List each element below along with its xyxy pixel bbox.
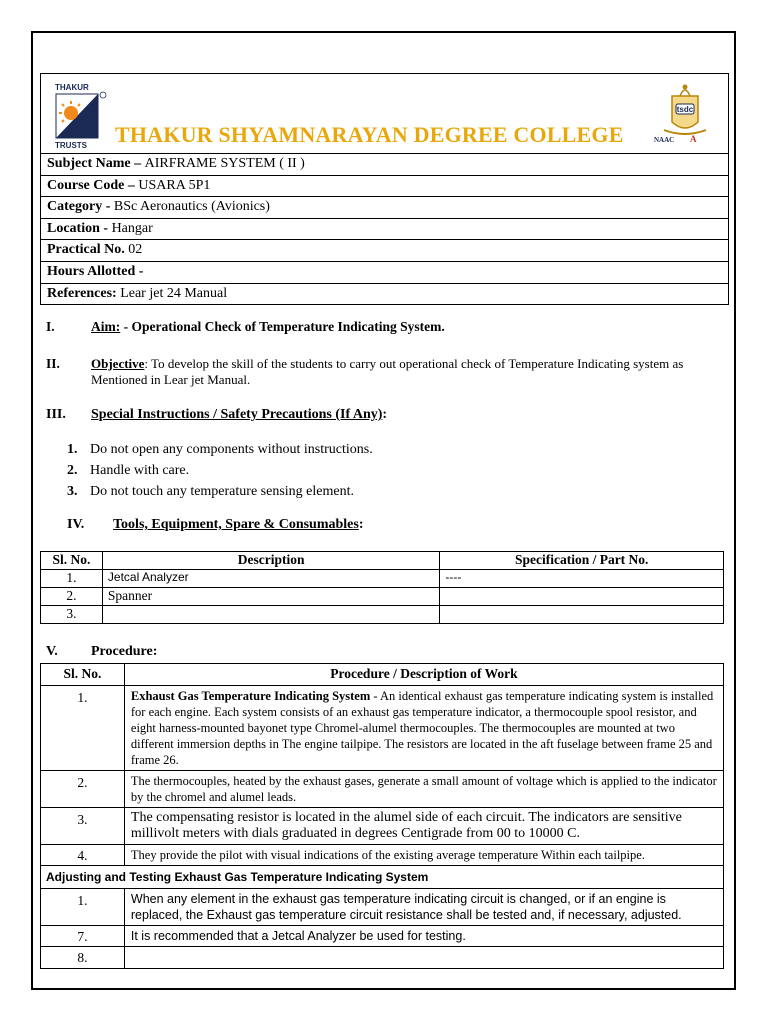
tools-table — [40, 551, 724, 624]
aim-number: I. — [46, 319, 55, 334]
header-block — [40, 73, 729, 305]
proc-header-description: Procedure / Description of Work — [124, 664, 723, 686]
logo-left-bottom-text: TRUSTS — [55, 141, 87, 149]
thakur-trusts-logo — [53, 79, 113, 149]
table-row: 2. The thermocouples, heated by the exhaust gases, generate a small amount of voltage which is applied to the indicator by the chromel and alumel leads. — [41, 771, 724, 808]
logo-right-text: tsdc — [676, 105, 694, 114]
tools-header-slno: Sl. No. — [41, 552, 103, 570]
instruction-item: 2. Handle with care. — [67, 463, 190, 478]
objective-text: Objective: To develop the skill of the students to carry out operational check of Temperature Indicating system as Mentioned in Lear jet Manual. — [91, 356, 684, 387]
table-row: 1. When any element in the exhaust gas temperature indicating circuit is changed, or if an engine is replaced, the Exhaust gas temperature circuit resistance shall be tested and, if necessary, adjusted. — [41, 889, 724, 926]
references-row: References: Lear jet 24 Manual — [47, 285, 228, 301]
category-row: Category - BSc Aeronautics (Avionics) — [41, 197, 728, 219]
table-row: 3. The compensating resistor is located in the alumel side of each circuit. The indicators are sensitive millivolt meters with dials graduated in degrees Centigrade from 00 to 10000 C. — [41, 808, 724, 845]
table-row: 2. Spanner — [41, 588, 724, 606]
table-row: 7. It is recommended that a Jetcal Analyzer be used for testing. — [41, 926, 724, 947]
header-logo-row — [41, 74, 728, 154]
proc-header-slno: Sl. No. — [41, 664, 125, 686]
logo-left-top-text: THAKUR — [55, 83, 89, 92]
hours-allotted-row: Hours Allotted - — [41, 262, 728, 284]
logo-naac-text: NAAC — [654, 136, 675, 144]
table-row: 4. They provide the pilot with visual indications of the existing average temperature Within each tailpipe. — [41, 845, 724, 866]
instruction-item: 1. Do not open any components without instructions. — [67, 442, 373, 457]
table-row: 1. Exhaust Gas Temperature Indicating System - An identical exhaust gas temperature indicating system is installed for each engine. Each system consists of an exhaust gas temperature indicator, a thermocouple spool resistor, and eight harness-mounted bayonet type Chromel-alumel thermocouples. The thermocouples are mounted at two different immersion depths in The engine tailpipe. The resistors are located in the aft fuselage between frame 25 and frame 26. — [41, 686, 724, 771]
subject-name-row: Subject Name – AIRFRAME SYSTEM ( II ) — [41, 154, 728, 176]
table-row: 8. — [41, 947, 724, 969]
aim-label: Aim: — [91, 319, 121, 334]
instruction-item: 3. Do not touch any temperature sensing element. — [67, 484, 354, 499]
table-row: 3. — [41, 606, 724, 624]
table-subheading-row: Adjusting and Testing Exhaust Gas Temperature Indicating System — [41, 866, 724, 889]
aim-text: - Operational Check of Temperature Indicating System. — [120, 319, 445, 334]
procedure-table — [40, 663, 724, 969]
location-row: Location - Hangar — [41, 219, 728, 241]
tools-header-description: Description — [102, 552, 439, 570]
college-name: THAKUR SHYAMNARAYAN DEGREE COLLEGE — [115, 122, 624, 147]
course-code-row: Course Code – USARA 5P1 — [41, 176, 728, 198]
logo-grade-text: A — [690, 134, 697, 144]
practical-no-row: Practical No. 02 — [41, 240, 728, 262]
tools-header-spec: Specification / Part No. — [440, 552, 724, 570]
table-row: 1. Jetcal Analyzer ---- — [41, 570, 724, 588]
tsdc-naac-logo — [650, 78, 720, 148]
